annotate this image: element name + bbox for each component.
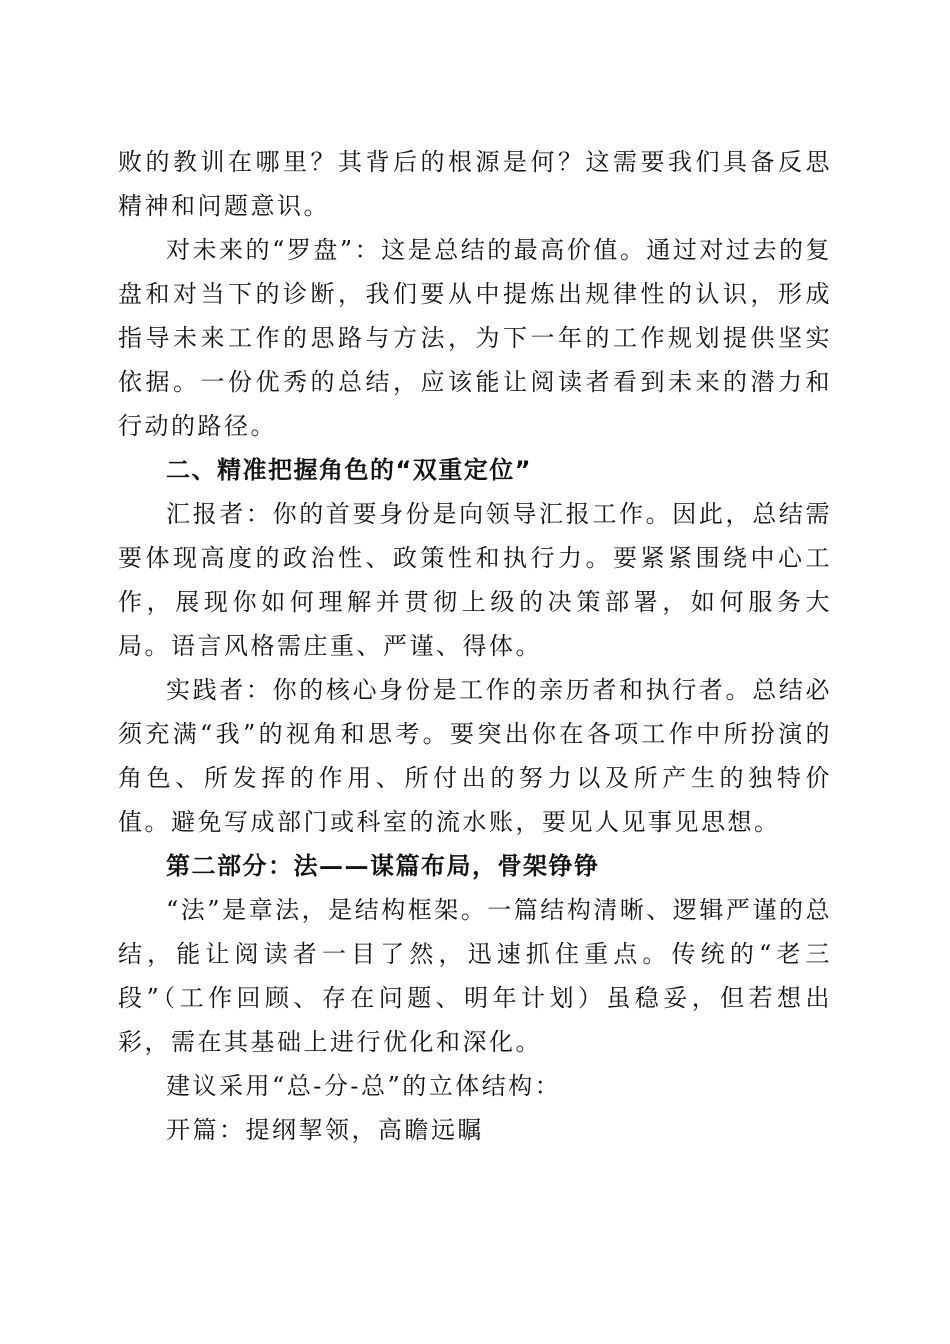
paragraph-compass: 对未来的“罗盘”：这是总结的最高价值。通过对过去的复盘和对当下的诊断，我们要从中提炼出规律性的认识，形成指导未来工作的思路与方法，为下一年的工作规划提供坚实依据。一份优秀的总结，应该能让阅读者看到未来的潜力和行动的路径。 (118, 236, 832, 440)
paragraph-continuation: 败的教训在哪里？其背后的根源是何？这需要我们具备反思精神和问题意识。 (118, 148, 832, 220)
document-body (118, 140, 832, 1152)
section-heading-dual-role: 二、精准把握角色的“双重定位” (166, 456, 533, 484)
paragraph-practitioner: 实践者：你的核心身份是工作的亲历者和执行者。总结必须充满“我”的视角和思考。要突出你在各项工作中所扮演的角色、所发挥的作用、所付出的努力以及所产生的独特价值。避免写成部门或科室的流水账，要见人见事见思想。 (118, 676, 832, 836)
paragraph-suggestion: 建议采用“总-分-总”的立体结构： (166, 1072, 562, 1100)
paragraph-opening: 开篇：提纲挈领，高瞻远瞩 (166, 1116, 484, 1144)
part-heading-method: 第二部分：法——谋篇布局，骨架铮铮 (166, 851, 600, 880)
paragraph-reporter: 汇报者：你的首要身份是向领导汇报工作。因此，总结需要体现高度的政治性、政策性和执行力。要紧紧围绕中心工作，展现你如何理解并贯彻上级的决策部署，如何服务大局。语言风格需庄重、严谨、得体。 (118, 500, 832, 660)
paragraph-structure: “法”是章法，是结构框架。一篇结构清晰、逻辑严谨的总结，能让阅读者一目了然，迅速抓住重点。传统的“老三段”（工作回顾、存在问题、明年计划）虽稳妥，但若想出彩，需在其基础上进行优化和深化。 (118, 896, 832, 1056)
